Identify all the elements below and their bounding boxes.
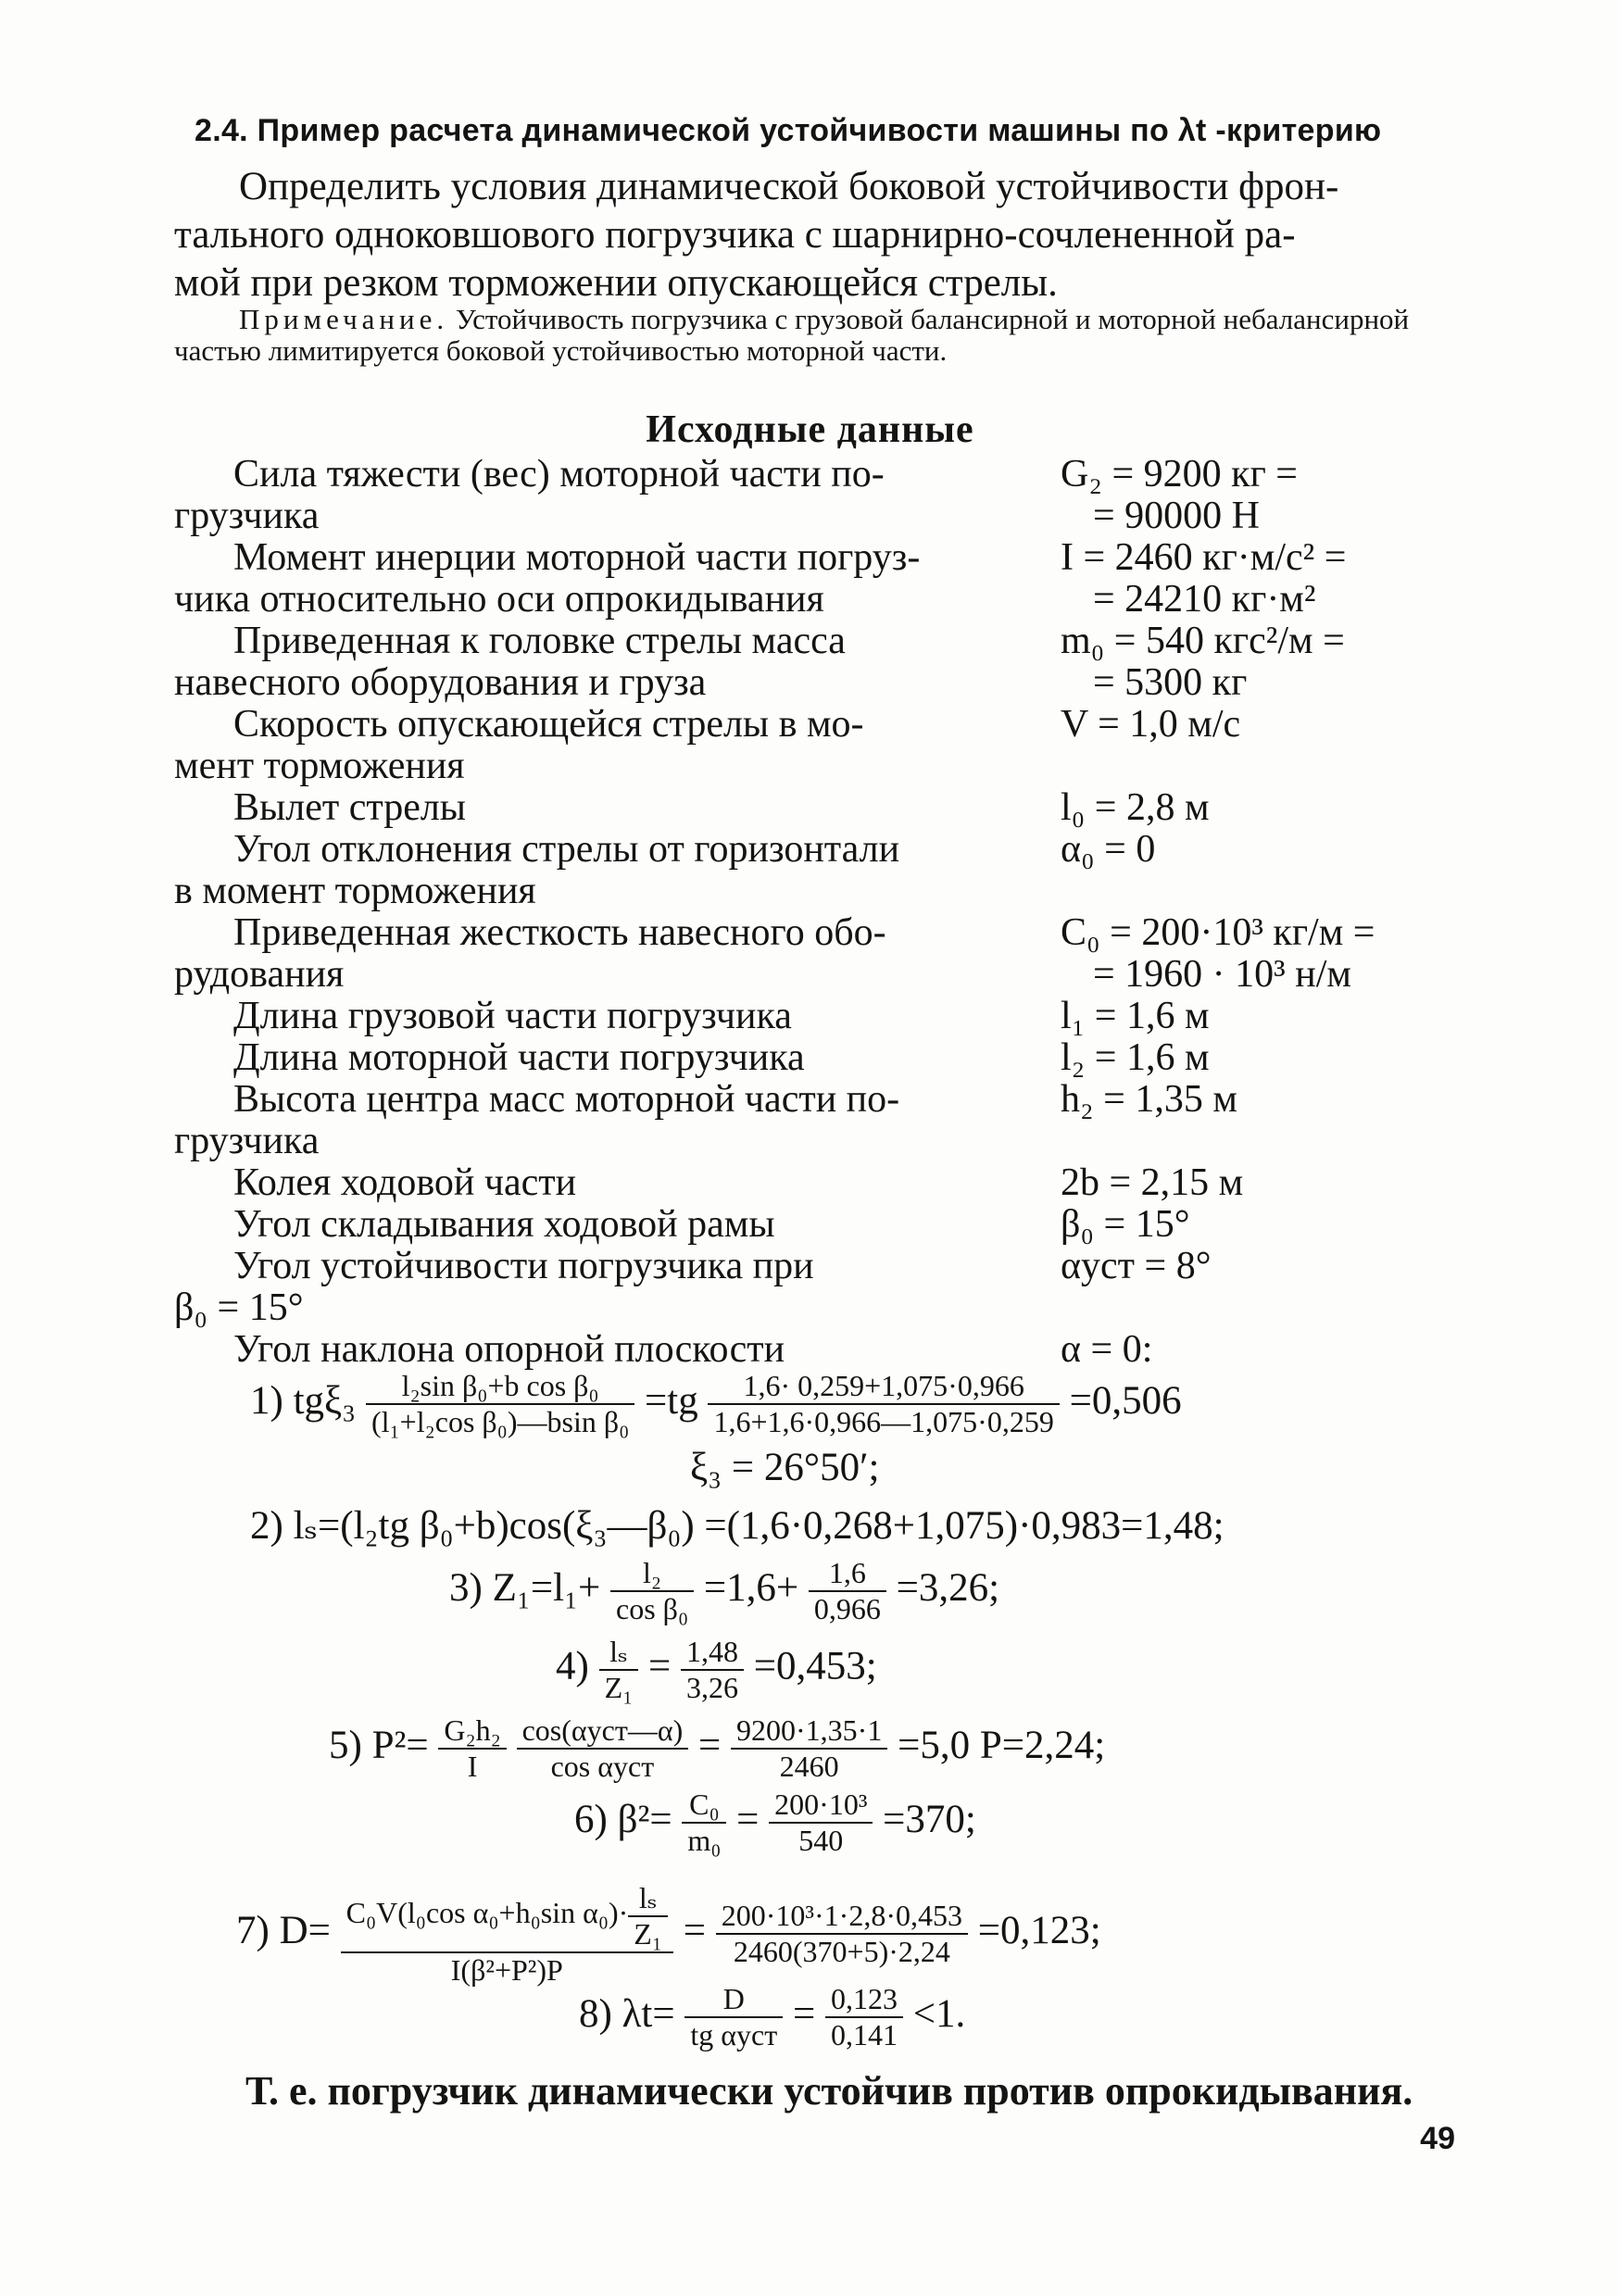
fraction (769, 1788, 873, 1858)
denominator: tg αуст (690, 2018, 778, 2051)
page-number: 49 (1420, 2121, 1455, 2156)
eq-prefix: 1) tgξ₃ (250, 1378, 357, 1423)
row-desc-cont: β₀ = 15° (174, 1286, 304, 1329)
row-value-cont: = 24210 кг·м² (1093, 578, 1316, 621)
denominator: cos β₀ (616, 1592, 689, 1625)
row-desc: Колея ходовой части (233, 1161, 577, 1204)
fraction (681, 1635, 744, 1705)
row-desc-cont: чика относительно оси опрокидывания (174, 578, 824, 621)
row-desc: Вылет стрелы (233, 786, 467, 829)
numerator: lₛ (599, 1634, 639, 1671)
row-value: α₀ = 0 (1061, 828, 1156, 871)
row-value: h₂ = 1,35 м (1061, 1078, 1237, 1121)
equation-8 (579, 1982, 965, 2052)
fraction (599, 1634, 639, 1705)
equation-2: 2) lₛ=(l₂tg β₀+b)cos(ξ₃—β₀) =(1,6·0,268+1,075)·0,983=1,48; (250, 1504, 1224, 1548)
denominator: Z₁ (604, 1671, 634, 1704)
note-paragraph (174, 304, 1462, 367)
row-desc: Угол устойчивости погрузчика при (233, 1245, 814, 1287)
equation-7 (236, 1880, 1101, 1988)
eq-prefix: 8) λt= (579, 1991, 675, 2036)
eq-result: =5,0 P=2,24; (898, 1723, 1106, 1767)
row-value: C₀ = 200·10³ кг/м = (1061, 911, 1375, 954)
eq-operator: = (736, 1797, 760, 1841)
eq-operator: = (683, 1908, 707, 1952)
numerator: 0,123 (825, 1982, 903, 2018)
eq-operator: = (792, 1991, 816, 2036)
numerator: C₀ (682, 1788, 726, 1824)
denominator: I (467, 1750, 478, 1783)
equation-1 (250, 1369, 1182, 1439)
numerator: 1,6· 0,259+1,075·0,966 (708, 1369, 1059, 1405)
section-heading: 2.4. Пример расчета динамической устойчивости машины по λt -критерию (195, 113, 1382, 148)
denominator: I(β²+P²)P (450, 1953, 563, 1987)
numerator: G₂h₂ (438, 1713, 506, 1750)
numerator-main: C₀V(l₀cos α₀+h₀sin α₀)· (345, 1895, 629, 1929)
intro-line: тального одноковшового погрузчика с шарнирно-сочлененной ра- (174, 213, 1296, 257)
fraction (684, 1982, 783, 2052)
row-value-cont: = 1960 · 10³ н/м (1093, 953, 1351, 996)
section-title-initial-data: Исходные данные (646, 408, 974, 451)
note-label: Примечание. (239, 303, 449, 335)
numerator: 200·10³·1·2,8·0,453 (716, 1899, 968, 1935)
equation-6 (574, 1788, 976, 1858)
row-desc: Приведенная к головке стрелы масса (233, 620, 846, 662)
row-desc-cont: навесного оборудования и груза (174, 661, 707, 704)
eq-result: =0,506 (1069, 1378, 1182, 1423)
eq-result: =0,123; (977, 1908, 1101, 1952)
row-value: l₀ = 2,8 м (1061, 786, 1210, 829)
fraction (438, 1713, 506, 1784)
conclusion: Т. е. погрузчик динамически устойчив против опрокидывания. (245, 2068, 1413, 2114)
eq-prefix: 6) β²= (574, 1797, 672, 1841)
row-value-cont: = 90000 Н (1093, 495, 1261, 537)
numerator: lₛ (628, 1880, 668, 1917)
row-desc: Угол наклона опорной плоскости (233, 1328, 785, 1371)
denominator: 0,141 (830, 2018, 898, 2051)
row-desc: Длина грузовой части погрузчика (233, 995, 792, 1037)
eq-prefix: 5) P²= (329, 1723, 429, 1767)
row-value: I = 2460 кг·м/с² = (1061, 536, 1347, 579)
numerator: cos(αуст—α) (517, 1713, 689, 1750)
eq-result: =370; (883, 1797, 976, 1841)
denominator: m₀ (687, 1824, 722, 1857)
fraction (682, 1788, 726, 1858)
fraction (517, 1713, 689, 1784)
fraction (809, 1556, 886, 1626)
row-desc-cont: рудования (174, 953, 345, 996)
row-value: m₀ = 540 кгс²/м = (1061, 620, 1345, 662)
fraction (708, 1369, 1059, 1439)
row-desc: Сила тяжести (вес) моторной части по- (233, 453, 885, 496)
denominator: 1,6+1,6·0,966—1,075·0,259 (713, 1405, 1054, 1438)
eq-operator: = (698, 1723, 722, 1767)
numerator: 9200·1,35·1 (731, 1713, 887, 1750)
eq-operator: = (648, 1644, 672, 1688)
row-value: l₂ = 1,6 м (1061, 1036, 1210, 1079)
eq-prefix: 7) D= (236, 1908, 331, 1952)
numerator: l₂ (610, 1556, 694, 1592)
row-value: α = 0: (1061, 1328, 1153, 1371)
fraction (825, 1982, 903, 2052)
row-value: αуст = 8° (1061, 1245, 1212, 1287)
numerator: 200·10³ (769, 1788, 873, 1824)
eq-operator: =tg (645, 1378, 698, 1423)
row-desc-cont: в момент торможения (174, 870, 536, 912)
row-desc: Длина моторной части погрузчика (233, 1036, 805, 1079)
row-value-cont: = 5300 кг (1093, 661, 1248, 704)
fraction (341, 1880, 673, 1988)
numerator (341, 1880, 673, 1953)
row-desc: Высота центра масс моторной части по- (233, 1078, 900, 1121)
equation-4 (556, 1634, 877, 1705)
fraction (716, 1899, 968, 1969)
row-desc-cont: мент торможения (174, 745, 465, 787)
note-text: Устойчивость погрузчика с грузовой балансирной и моторной небалансирной частью лимитируется боковой устойчивостью моторной части. (174, 303, 1410, 367)
row-desc: Скорость опускающейся стрелы в мо- (233, 703, 864, 746)
row-value: 2b = 2,15 м (1061, 1161, 1244, 1204)
fraction (366, 1369, 634, 1439)
intro-line: Определить условия динамической боковой устойчивости фрон- (239, 165, 1339, 208)
row-desc: Приведенная жесткость навесного обо- (233, 911, 886, 954)
eq-operator: =1,6+ (703, 1565, 799, 1610)
denominator: 2460(370+5)·2,24 (733, 1935, 950, 1968)
denominator: 0,966 (813, 1592, 881, 1625)
row-desc: Момент инерции моторной части погруз- (233, 536, 921, 579)
eq-prefix: 4) (556, 1644, 589, 1688)
intro-line: мой при резком торможении опускающейся стрелы. (174, 261, 1058, 305)
row-desc-cont: грузчика (174, 1120, 320, 1162)
eq-result: =0,453; (753, 1644, 877, 1688)
denominator: 540 (798, 1824, 844, 1857)
denominator: cos αуст (550, 1750, 655, 1783)
numerator: 1,6 (809, 1556, 886, 1592)
eq-result: <1. (912, 1991, 966, 2036)
eq-result: =3,26; (896, 1565, 1000, 1610)
equation-1-result: ξ₃ = 26°50′; (690, 1446, 880, 1489)
denominator: (l₁+l₂cos β₀)—bsin β₀ (370, 1405, 630, 1438)
numerator: 1,48 (681, 1635, 744, 1671)
numerator: D (684, 1982, 783, 2018)
equation-5 (329, 1713, 1105, 1784)
row-value: V = 1,0 м/с (1061, 703, 1241, 746)
numerator: l₂sin β₀+b cos β₀ (366, 1369, 634, 1405)
row-value: β₀ = 15° (1061, 1203, 1190, 1246)
row-desc: Угол складывания ходовой рамы (233, 1203, 775, 1246)
row-value: G₂ = 9200 кг = (1061, 453, 1298, 496)
fraction (610, 1556, 694, 1626)
inner-fraction (628, 1880, 668, 1951)
denominator: Z₁ (634, 1917, 662, 1951)
denominator: 2460 (779, 1750, 839, 1783)
fraction (731, 1713, 887, 1784)
row-value: l₁ = 1,6 м (1061, 995, 1210, 1037)
intro-paragraph (174, 163, 1462, 307)
equation-3 (449, 1556, 999, 1626)
row-desc-cont: грузчика (174, 495, 320, 537)
eq-prefix: 3) Z₁=l₁+ (449, 1565, 601, 1610)
denominator: 3,26 (686, 1670, 739, 1704)
row-desc: Угол отклонения стрелы от горизонтали (233, 828, 900, 871)
